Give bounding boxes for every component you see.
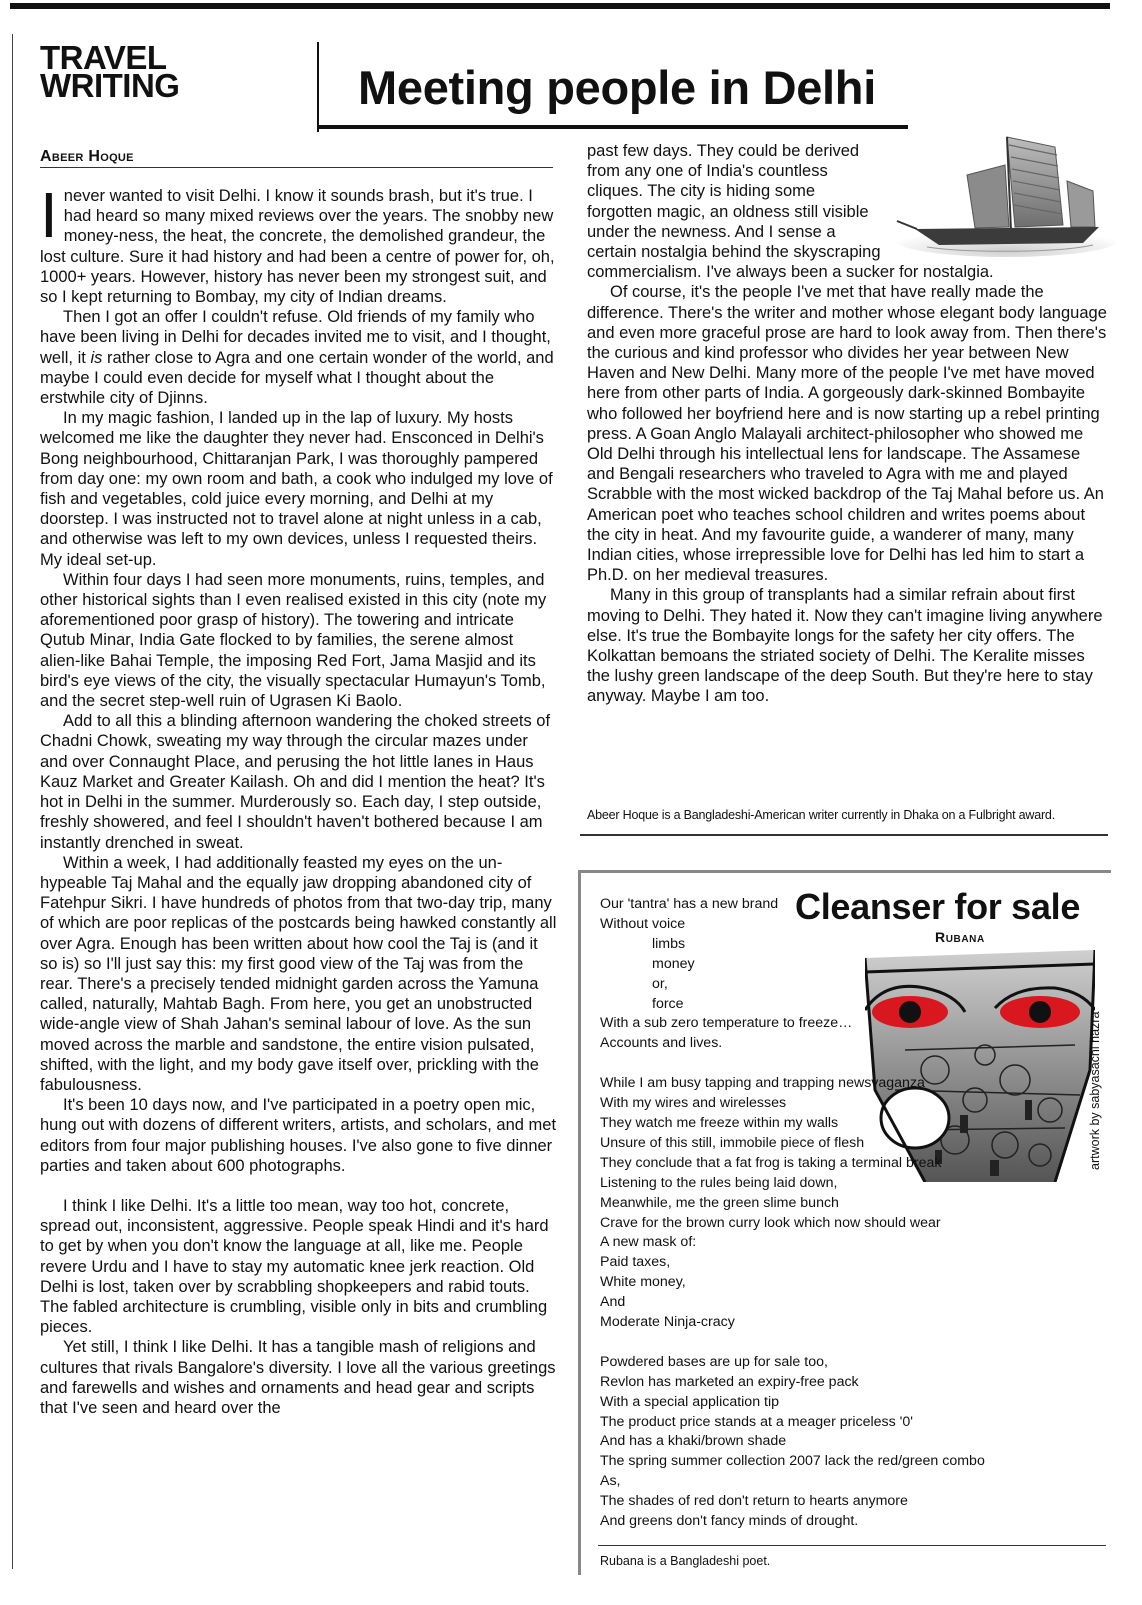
poem-line: Accounts and lives. [600, 1035, 723, 1052]
poem-line: And greens don't fancy minds of drought. [600, 1513, 859, 1530]
poet-note-rule [598, 1545, 1106, 1546]
poem-title: Cleanser for sale [795, 886, 1081, 927]
paragraph-7: It's been 10 days now, and I've participated in a poetry open mic, hung out with dozens of different writers, artists, and scholars, and met editors from four major publishing houses. I've also gone to five dinner parties and taken about 600 photographs. [40, 1096, 557, 1175]
poem-line: They watch me freeze within my walls [600, 1114, 839, 1131]
paragraph-8: I think I like Delhi. It's a little too mean, way too hot, concrete, spread out, inconsistent, aggressive. People speak Hindi and it's hard to get by when you don't know the language at all, like me. People revere Urdu and I have to stay my automatic knee jerk reaction. Old Delhi is lost, taken over by scrabbling shopkeepers and rabid touts. The fabled architecture is crumbling, visible only in bits and crumbling pieces. [40, 1196, 549, 1337]
drop-cap: I [40, 179, 58, 251]
poem-line: or, [652, 975, 668, 992]
poem-line: Powdered bases are up for sale too, [600, 1353, 828, 1370]
paragraph-12: Many in this group of transplants had a similar refrain about first moving to Delhi. They hated it. Now they can't imagine living anywhere else. It's true the Bombayite longs for the safety her city offers. The Kolkattan bemoans the striated society of Delhi. The Keralite misses the lushy green landscape of the deep South. But they're here to stay anyway. Maybe I am too. [587, 586, 1103, 706]
poem-line: With my wires and wirelesses [600, 1095, 787, 1112]
poem-line: limbs [652, 935, 686, 952]
poem-line: White money, [600, 1274, 686, 1291]
top-rule [10, 3, 1110, 9]
section-label-line-2: WRITING [40, 67, 180, 104]
poem-line: And [600, 1294, 626, 1311]
boat-icon [887, 135, 1117, 259]
poem-line: Revlon has marketed an expiry-free pack [600, 1373, 859, 1390]
paragraph-9: Yet still, I think I like Delhi. It has a tangible mash of religions and cultures that rivals Bangalore's diversity. I love all the various greetings and farewells and wishes and ornaments and head gear and scripts that I've seen and heard over the [40, 1338, 556, 1417]
paragraph-10: past few days. They could be derived from any one of India's countless cliques. The city is hiding some forgotten magic, an oldness still visible under the newness. And I sense a certain nostalgia behind the skyscraping commercialism. I've always been a sucker for nostalgia. [587, 142, 994, 282]
poem-line: Our 'tantra' has a new brand [600, 896, 779, 912]
headline: Meeting people in Delhi [358, 61, 876, 114]
poem-line: They conclude that a fat frog is taking a terminal break [600, 1154, 942, 1171]
paragraph-4: Within four days I had seen more monuments, ruins, temples, and other historical sights than I even realised existed in this city (note my aforementioned poor grasp of history). The towering and intricate Qutub Minar, India Gate flocked to by families, the serene almost alien-like Bahai Temple, the imposing Red Fort, Jama Masjid and its bird's eye views of the city, the visually spectacular Humayun's Tomb, and the secret step-well ruin of Ugrasen Ki Baolo. [40, 570, 547, 711]
poem-line: With a sub zero temperature to freeze… [600, 1015, 853, 1032]
poem-line: As, [600, 1473, 621, 1490]
paragraph-2 [40, 307, 558, 408]
paragraph-text: never wanted to visit Delhi. I know it sounds brash, but it's true. I had heard so many mixed reviews over the years. The snobby new money-ness, the heat, the concrete, the demolished grandeur, the lost culture. Sure it had history and had been a centre of power for, oh, 1000+ years. However, history has never been my strongest suit, and so I kept returning to Bombay, my city of Indian dreams. [40, 187, 555, 307]
author-note-rule [580, 834, 1108, 836]
poem-line: Paid taxes, [600, 1254, 671, 1271]
artwork-credit: artwork by sabyasachi hazra [1088, 1011, 1102, 1170]
poem-author: Rubana [935, 929, 985, 945]
poem-body [600, 895, 1040, 1532]
poem-line: force [652, 995, 684, 1012]
poem-line: The shades of red don't return to hearts anymore [600, 1493, 908, 1510]
byline: Abeer Hoque [40, 148, 134, 165]
poem-line: Crave for the brown curry look which now should wear [600, 1214, 941, 1231]
byline-rule [40, 167, 553, 168]
poem-line: The spring summer collection 2007 lack the red/green combo [600, 1453, 985, 1470]
poem-line: The product price stands at a meager priceless '0' [600, 1413, 913, 1430]
poem-line: Meanwhile, me the green slime bunch [600, 1194, 839, 1211]
section-label-line-1: TRAVEL [40, 39, 167, 76]
poem-line: Unsure of this still, immobile piece of flesh [600, 1134, 865, 1151]
section-label [40, 39, 180, 104]
paragraph-1 [40, 179, 558, 307]
paragraph-text: Then I got an offer I couldn't refuse. Old friends of my family who have been living in Delhi for decades invited me to visit, and I thought, well, it is rather close to Agra and one certain wonder of the world, and maybe I could even decide for myself what I thought about the erstwhile city of Djinns. [40, 308, 554, 408]
poem-line: With a special application tip [600, 1393, 780, 1410]
article-column-1 [40, 179, 558, 1418]
paragraph-6: Within a week, I had additionally feasted my eyes on the un-hypeable Taj Mahal and the equally jaw dropping abandoned city of Fatehpur Sikri. I have hundreds of photos from that two-day trip, many of which are poor replicas of the postcards being hawked constantly all over Agra. Enough has been written about how cool the Taj is (and it so is) so I'll just say this: my first good view of the Taj was from the rear. There's a precisely tended midnight garden across the Yamuna called, naturally, Mahtab Bagh. From here, you get an unobstructed wide-angle view of Shah Jahan's seminal labour of love. As the sun moved across the marble and sandstone, the entire vision pulsated, shifted, with the light, and my body gave itself over, prickling with the fabulousness. [40, 853, 557, 1094]
poem-line: money [652, 955, 695, 972]
left-margin-rule [12, 34, 13, 1569]
paragraph-11: Of course, it's the people I've met that have really made the difference. There's the writer and mother whose elegant body language and even more graceful prose are hard to look away from. Then there's the curious and kind professor who divides her year between New Haven and New Delhi. Many more of the people I've met have moved here from other parts of India. A gorgeously dark-skinned Bombayite who followed her boyfriend here and is now starting up a rebel printing press. A Goan Anglo Malayali architect-philosopher who showed me Old Delhi through his intellectual lens for landscape. The Assamese and Bengali researchers who traveled to Agra with me and played Scrabble with the most wicked backdrop of the Taj Mahal before us. An American poet who teaches school children and writes poems about the city in heat. And my favourite guide, a wanderer of many, many Indian cities, whose irrepressible love for Delhi has led him to start a Ph.D. on her medieval treasures. [587, 283, 1107, 585]
poem-line: Moderate Ninja-cracy [600, 1314, 735, 1331]
paragraph-3: In my magic fashion, I landed up in the lap of luxury. My hosts welcomed me like the daughter they never had. Ensconced in Delhi's Bong neighbourhood, Chittaranjan Park, I was thoroughly pampered from day one: my own room and bath, a cook who indulged my love of fish and vegetables, cold juice every morning, and Delhi at my doorstep. I was instructed not to travel alone at night unless in a cab, and otherwise was left to my own devices, unless I requested theirs. My ideal set-up. [40, 409, 553, 569]
paragraph-5: Add to all this a blinding afternoon wandering the choked streets of Chadni Chowk, sweating my way through the circular mazes under and over Connaught Place, and perusing the hot little lanes in Haus Kauz Market and Greater Kailash. Oh and did I mention the heat? It's hot in Delhi in the summer. Murderously so. Each day, I step outside, freshly showered, and feel I shouldn't haven't bothered because I am instantly drenched in sweat. [40, 712, 551, 852]
article-column-2 [587, 141, 1107, 707]
poem-line: While I am busy tapping and trapping newsvaganza [600, 1075, 925, 1092]
author-note: Abeer Hoque is a Bangladeshi-American writer currently in Dhaka on a Fulbright award. [587, 808, 1055, 822]
poem-line: A new mask of: [600, 1234, 697, 1251]
junk-boat-illustration [887, 135, 1117, 259]
poem-line: Listening to the rules being laid down, [600, 1174, 838, 1191]
headline-underline [318, 125, 908, 129]
header-divider [317, 42, 319, 132]
poet-note: Rubana is a Bangladeshi poet. [600, 1554, 771, 1568]
poem-line [600, 1054, 1040, 1074]
poem-line: And has a khaki/brown shade [600, 1433, 787, 1450]
poem-line [600, 1333, 1040, 1353]
poem-line: Without voice [600, 915, 686, 932]
